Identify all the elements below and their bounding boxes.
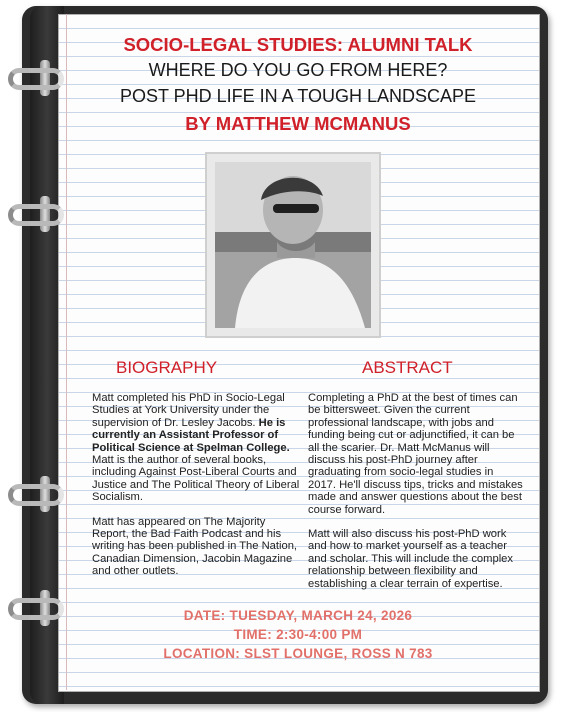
abstract-paragraph-1: Completing a PhD at the best of times can be bittersweet. Given the current professional landscape, with jobs and funding being cut or adjunctified, it can be all the scarier. Dr. Matt McManus will discuss his post-PhD journey after graduating from socio-legal studies in 2017. He'll discuss tips, tricks and mistakes made and answer questions about the best course forward. — [308, 392, 523, 516]
biography-paragraph-2: Matt has appeared on The Majority Report, the Bad Faith Podcast and his writing has been published in The Nation, Canadian Dimension, Jacobin Magazine and other outlets. — [92, 515, 298, 578]
speaker-photo — [215, 162, 371, 328]
event-date: DATE: TUESDAY, MARCH 24, 2026 — [183, 608, 413, 623]
event-time: TIME: 2:30-4:00 PM — [233, 627, 363, 642]
biography-paragraph-1: Matt completed his PhD in Socio-Legal Studies at York University under the supervision of Dr. Lesley Jacobs. He is currently an Assistant Professor of Political Science at Spelman College. Matt is the author of several books, including Against Post-Liberal Courts and Justice and The Political Theory of Liberal Socialism. — [92, 392, 300, 504]
event-location: LOCATION: SLST LOUNGE, ROSS N 783 — [163, 646, 433, 661]
binder-ring-icon — [8, 484, 64, 506]
person-portrait-icon — [215, 162, 371, 328]
event-subtitle-2: POST PHD LIFE IN A TOUGH LANDSCAPE — [119, 86, 477, 106]
flyer-content — [58, 14, 538, 690]
event-subtitle-1: WHERE DO YOU GO FROM HERE? — [148, 60, 448, 80]
abstract-column — [308, 392, 524, 602]
binder-ring-icon — [8, 598, 64, 620]
speaker-byline: BY MATTHEW MCMANUS — [185, 113, 411, 134]
biography-heading: BIOGRAPHY — [116, 358, 218, 377]
biography-column — [92, 392, 300, 590]
abstract-paragraph-2: Matt will also discuss his post-PhD work and how to market yourself as a teacher and scholar. This will include the complex relationship between flexibility and establishing a clear terrain of expertise. — [308, 528, 514, 590]
binder-ring-icon — [8, 68, 64, 90]
abstract-heading: ABSTRACT — [362, 358, 453, 377]
current-position: He is currently an Assistant Professor of Political Science at Spelman College. — [92, 416, 290, 454]
binder-ring-icon — [8, 204, 64, 226]
event-title: SOCIO-LEGAL STUDIES: ALUMNI TALK — [123, 34, 473, 55]
speaker-photo-frame — [205, 152, 381, 338]
